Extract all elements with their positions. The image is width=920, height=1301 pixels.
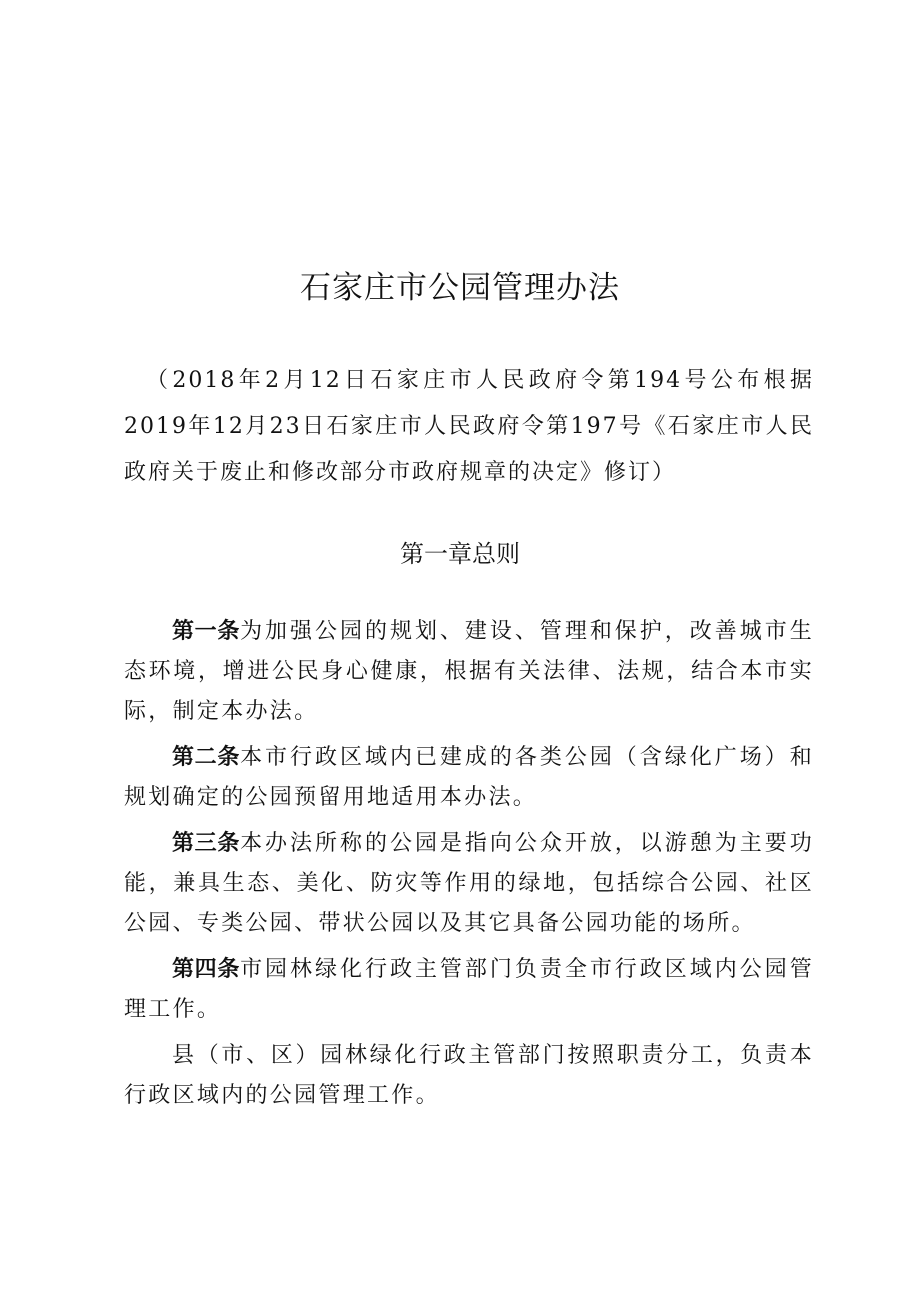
article-text: 本办法所称的公园是指向公众开放，以游憩为主要功能，兼具生态、美化、防灾等作用的绿地，包括综合公园、社区公园、专类公园、带状公园以及其它具备公园功能的场所。 xyxy=(124,831,814,936)
article-text: 市园林绿化行政主管部门负责全市行政区域内公园管理工作。 xyxy=(124,957,814,1022)
article-paragraph xyxy=(124,824,814,944)
article-paragraph xyxy=(124,738,814,818)
article-text: 为加强公园的规划、建设、管理和保护，改善城市生态环境，增进公民身心健康，根据有关法律、法规，结合本市实际，制定本办法。 xyxy=(124,619,814,724)
article-label: 第一条 xyxy=(172,619,241,644)
document-title: 石家庄市公园管理办法 xyxy=(300,270,620,306)
article-text: 本市行政区域内已建成的各类公园（含绿化广场）和规划确定的公园预留用地适用本办法。 xyxy=(124,745,814,810)
source-note: （2018年2月12日石家庄市人民政府令第194号公布根据2019年12月23日石家庄市人民政府令第197号《石家庄市人民政府关于废止和修改部分市政府规章的决定》修订） xyxy=(124,368,814,485)
article-paragraph xyxy=(124,612,814,732)
article-paragraph xyxy=(124,950,814,1030)
article-label: 第二条 xyxy=(172,745,241,770)
article-label: 第三条 xyxy=(172,831,241,856)
body-paragraph: 县（市、区）园林绿化行政主管部门按照职责分工，负责本行政区域内的公园管理工作。 xyxy=(124,1043,814,1108)
chapter-heading: 第一章总则 xyxy=(400,540,520,568)
document-body xyxy=(124,612,814,1122)
article-label: 第四条 xyxy=(172,957,241,982)
